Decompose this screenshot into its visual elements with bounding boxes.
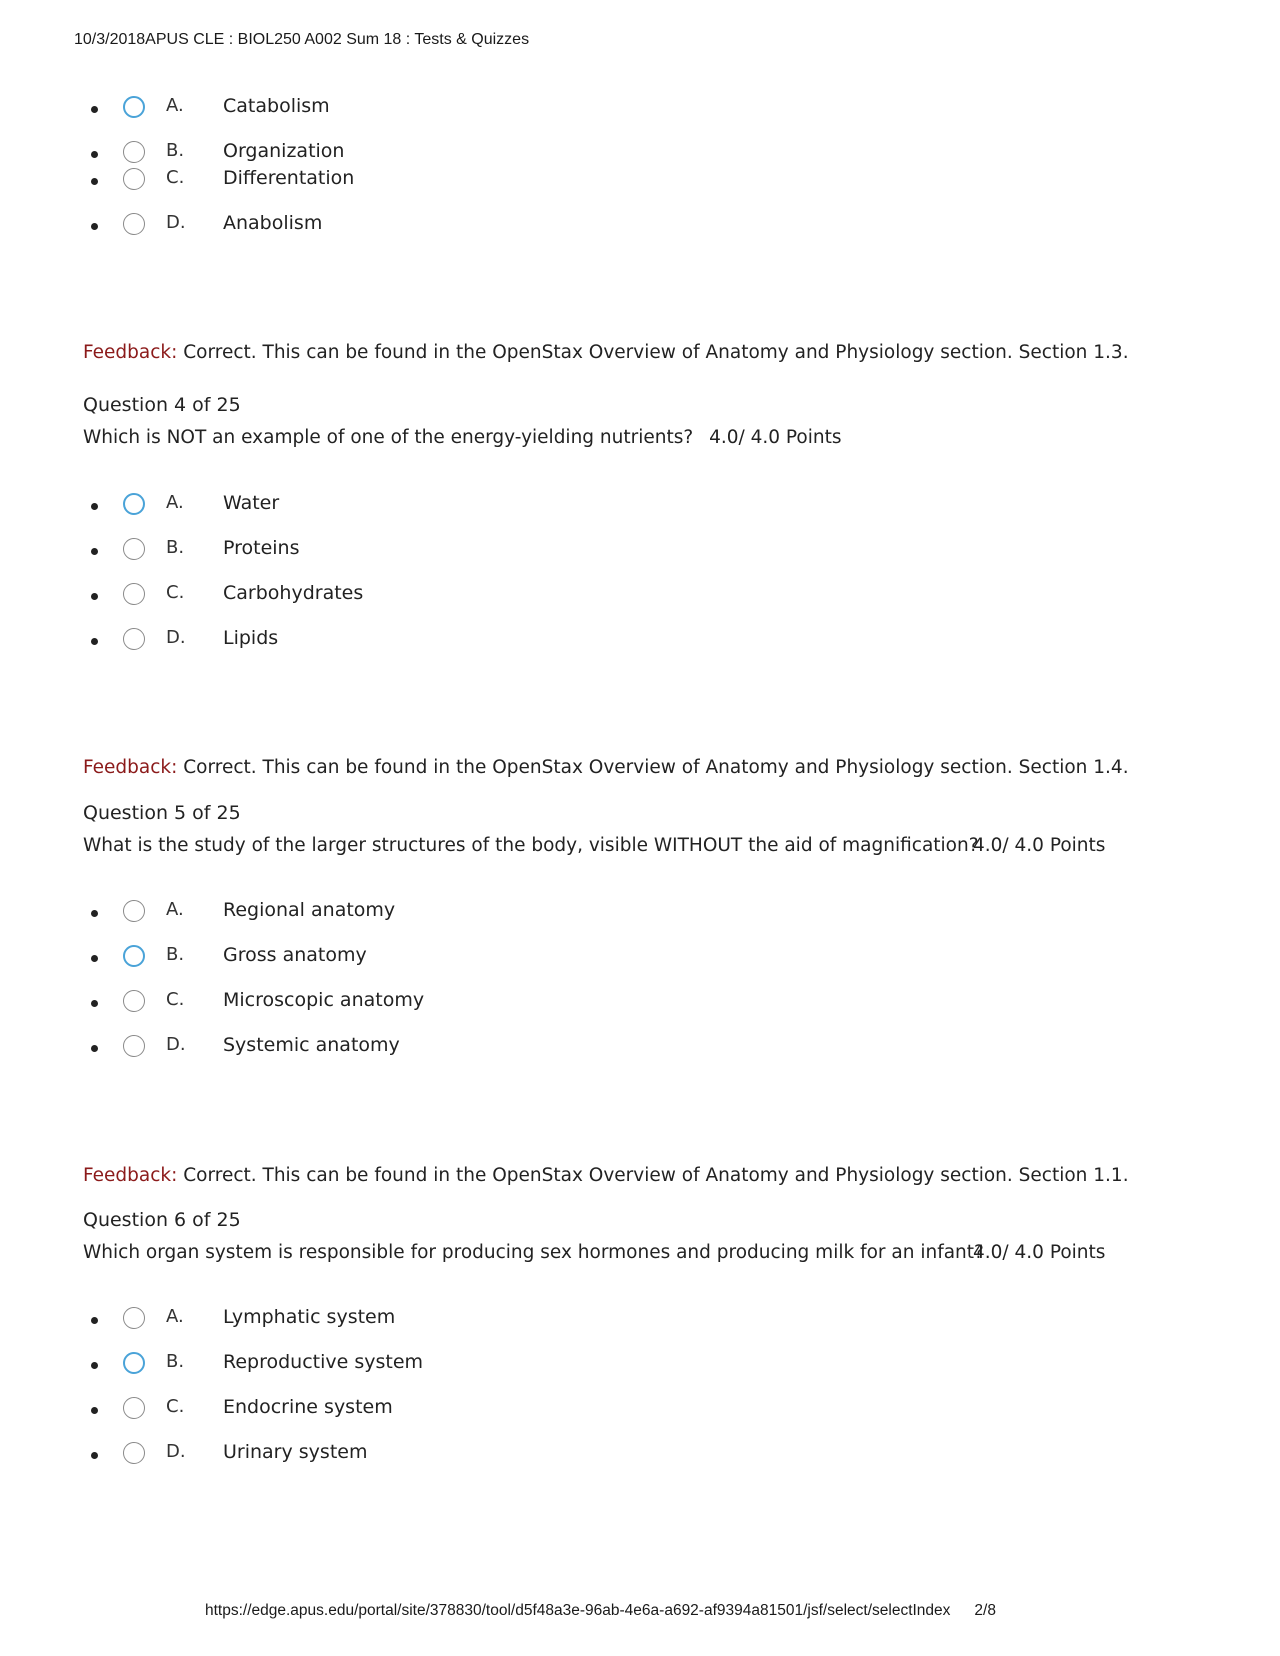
option-text: Systemic anatomy	[223, 1034, 400, 1056]
q5-option-d	[88, 1032, 688, 1062]
option-letter: C.	[166, 582, 185, 603]
bullet-icon	[91, 178, 98, 185]
q5-option-b	[88, 942, 688, 972]
q4-option-b	[88, 535, 688, 565]
feedback-label: Feedback:	[83, 342, 178, 363]
q5-prompt: What is the study of the larger structures of the body, visible WITHOUT the aid of magnification?	[83, 835, 979, 856]
option-letter: B.	[166, 140, 185, 161]
option-text: Lipids	[223, 627, 279, 649]
q6-number: Question 6 of 25	[83, 1209, 241, 1231]
q4-radio-c[interactable]	[123, 583, 145, 605]
q4-prompt	[83, 427, 842, 448]
option-text: Water	[223, 492, 280, 514]
option-letter: B.	[166, 1351, 185, 1372]
q4-radio-d[interactable]	[123, 628, 145, 650]
feedback-text: Correct. This can be found in the OpenStax Overview of Anatomy and Physiology section. Section 1.3.	[183, 342, 1129, 363]
q3-radio-d[interactable]	[123, 213, 145, 235]
bullet-icon	[91, 548, 98, 555]
q4-number: Question 4 of 25	[83, 394, 241, 416]
option-text: Carbohydrates	[223, 582, 364, 604]
feedback-label: Feedback:	[83, 757, 178, 778]
option-text: Microscopic anatomy	[223, 989, 425, 1011]
option-letter: C.	[166, 167, 185, 188]
bullet-icon	[91, 1362, 98, 1369]
option-letter: D.	[166, 1034, 186, 1055]
bullet-icon	[91, 1317, 98, 1324]
option-letter: A.	[166, 492, 184, 513]
q5-points: 4.0/ 4.0 Points	[973, 835, 1106, 856]
option-text: Catabolism	[223, 95, 330, 117]
q6-radio-d[interactable]	[123, 1442, 145, 1464]
bullet-icon	[91, 1407, 98, 1414]
q6-radio-a[interactable]	[123, 1307, 145, 1329]
feedback-text: Correct. This can be found in the OpenStax Overview of Anatomy and Physiology section. Section 1.1.	[183, 1165, 1129, 1186]
q6-option-a	[88, 1304, 688, 1334]
print-footer	[205, 1602, 996, 1620]
q3-option-b	[88, 138, 688, 168]
option-text: Lymphatic system	[223, 1306, 396, 1328]
q4-option-c	[88, 580, 688, 610]
q6-option-d	[88, 1439, 688, 1469]
q4-points: 4.0/ 4.0 Points	[709, 427, 842, 448]
q4-radio-a[interactable]	[123, 493, 145, 515]
bullet-icon	[91, 593, 98, 600]
q3-feedback	[83, 342, 1129, 363]
q5-radio-d[interactable]	[123, 1035, 145, 1057]
q4-option-d	[88, 625, 688, 655]
q4-radio-b[interactable]	[123, 538, 145, 560]
option-text: Regional anatomy	[223, 899, 396, 921]
bullet-icon	[91, 638, 98, 645]
option-text: Anabolism	[223, 212, 323, 234]
option-text: Urinary system	[223, 1441, 368, 1463]
q6-points: 4.0/ 4.0 Points	[973, 1242, 1106, 1263]
option-text: Reproductive system	[223, 1351, 424, 1373]
option-text: Organization	[223, 140, 345, 162]
print-header: 10/3/2018APUS CLE : BIOL250 A002 Sum 18 : Tests & Quizzes	[74, 31, 530, 48]
option-text: Endocrine system	[223, 1396, 393, 1418]
q6-prompt: Which organ system is responsible for producing sex hormones and producing milk for an infant?	[83, 1242, 984, 1263]
q6-option-b	[88, 1349, 688, 1379]
option-text: Proteins	[223, 537, 300, 559]
bullet-icon	[91, 1000, 98, 1007]
feedback-text: Correct. This can be found in the OpenStax Overview of Anatomy and Physiology section. Section 1.4.	[183, 757, 1129, 778]
option-letter: D.	[166, 212, 186, 233]
q5-radio-c[interactable]	[123, 990, 145, 1012]
bullet-icon	[91, 503, 98, 510]
option-letter: A.	[166, 1306, 184, 1327]
bullet-icon	[91, 223, 98, 230]
option-letter: D.	[166, 1441, 186, 1462]
option-letter: B.	[166, 944, 185, 965]
q3-radio-c[interactable]	[123, 168, 145, 190]
page-number: 2/8	[974, 1602, 996, 1619]
q6-radio-b[interactable]	[123, 1352, 145, 1374]
q6-radio-c[interactable]	[123, 1397, 145, 1419]
option-letter: C.	[166, 1396, 185, 1417]
bullet-icon	[91, 910, 98, 917]
q3-radio-a[interactable]	[123, 96, 145, 118]
q3-option-c	[88, 165, 688, 195]
q5-radio-a[interactable]	[123, 900, 145, 922]
option-text: Differentation	[223, 167, 355, 189]
question-text: Which is NOT an example of one of the energy-yielding nutrients?	[83, 427, 694, 448]
option-letter: C.	[166, 989, 185, 1010]
q5-option-a	[88, 897, 688, 927]
option-letter: A.	[166, 95, 184, 116]
option-letter: A.	[166, 899, 184, 920]
q5-feedback	[83, 1165, 1129, 1186]
q5-radio-b[interactable]	[123, 945, 145, 967]
bullet-icon	[91, 106, 98, 113]
option-letter: B.	[166, 537, 185, 558]
q3-option-d	[88, 210, 688, 240]
option-letter: D.	[166, 627, 186, 648]
bullet-icon	[91, 151, 98, 158]
bullet-icon	[91, 955, 98, 962]
q3-option-a	[88, 93, 688, 123]
bullet-icon	[91, 1452, 98, 1459]
q3-radio-b[interactable]	[123, 141, 145, 163]
page-url: https://edge.apus.edu/portal/site/378830/tool/d5f48a3e-96ab-4e6a-a692-af9394a81501/jsf/select/selectIndex	[205, 1602, 951, 1619]
bullet-icon	[91, 1045, 98, 1052]
q5-option-c	[88, 987, 688, 1017]
q6-option-c	[88, 1394, 688, 1424]
q5-number: Question 5 of 25	[83, 802, 241, 824]
q4-feedback	[83, 757, 1129, 778]
feedback-label: Feedback:	[83, 1165, 178, 1186]
q4-option-a	[88, 490, 688, 520]
option-text: Gross anatomy	[223, 944, 367, 966]
